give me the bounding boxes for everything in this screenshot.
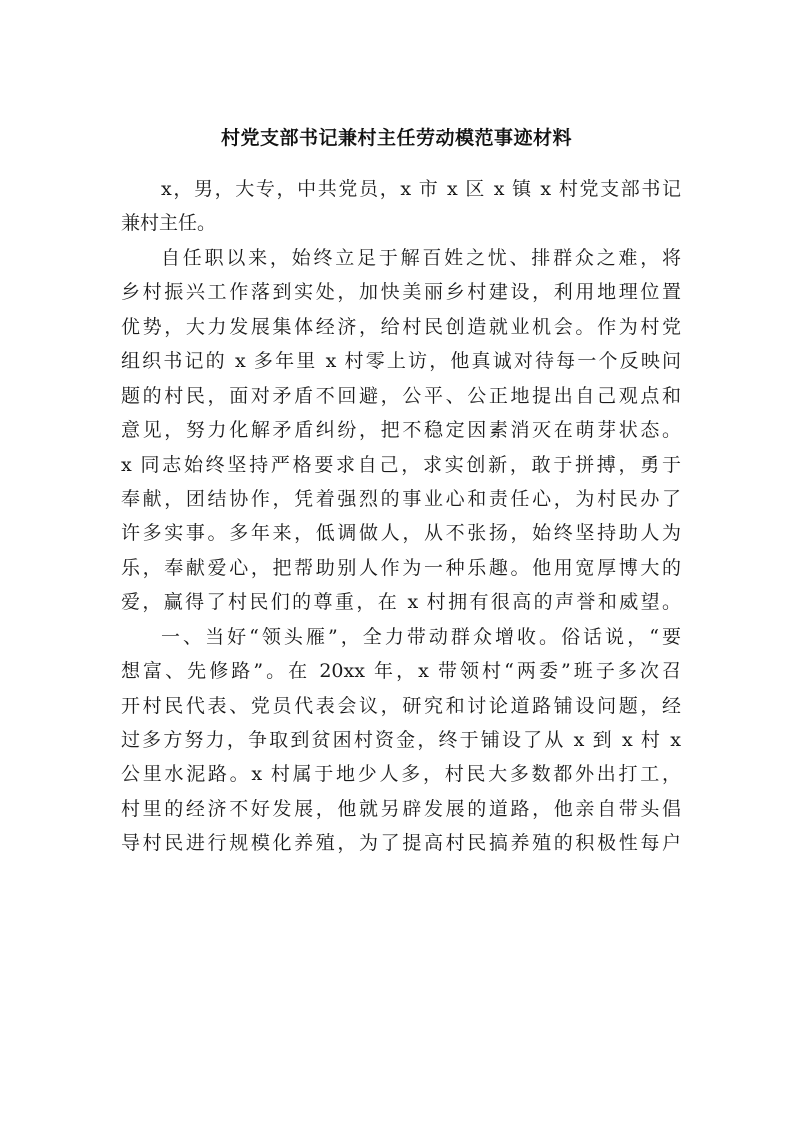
text-line: 乐，奉献爱心，把帮助别人作为一种乐趣。他用宽厚博大的 [121,556,681,579]
text-line: 一、当好“领头雁”，全力带动群众增收。俗话说，“要 [161,625,681,648]
text-line: 过多方努力，争取到贫困村资金，终于铺设了从 x 到 x 村 x [121,729,681,751]
text-line: 导村民进行规模化养殖，为了提高村民搞养殖的积极性每户 [121,832,681,855]
text-line: 优势，大力发展集体经济，给村民创造就业机会。作为村党 [121,315,681,338]
text-line: 题的村民，面对矛盾不回避，公平、公正地提出自己观点和 [121,384,681,407]
text-line: 自任职以来，始终立足于解百姓之忧、排群众之难，将 [161,246,681,269]
text-line: 奉献，团结协作，凭着强烈的事业心和责任心，为村民办了 [121,487,681,510]
text-line: 意见，努力化解矛盾纠纷，把不稳定因素消灭在萌芽状态。 [121,419,681,442]
text-line: 兼村主任。 [121,212,217,235]
text-line: 想富、先修路”。在 20xx 年，x 带领村“两委”班子多次召 [121,660,681,683]
text-line: x 同志始终坚持严格要求自己，求实创新，敢于拼搏，勇于 [121,453,681,476]
text-line: 许多实事。多年来，低调做人，从不张扬，始终坚持助人为 [121,522,681,545]
text-line: x，男，大专，中共党员，x 市 x 区 x 镇 x 村党支部书记 [161,178,681,200]
text-line: 乡村振兴工作落到实处，加快美丽乡村建设，利用地理位置 [121,281,681,304]
text-line: 公里水泥路。x 村属于地少人多，村民大多数都外出打工， [121,763,681,786]
text-line: 爱，赢得了村民们的尊重，在 x 村拥有很高的声誉和威望。 [121,591,681,614]
text-line: 村里的经济不好发展，他就另辟发展的道路，他亲自带头倡 [121,797,681,820]
text-line: 开村民代表、党员代表会议，研究和讨论道路铺设问题，经 [121,694,681,717]
document-body [121,172,681,861]
document-title: 村党支部书记兼村主任劳动模范事迹材料 [220,127,572,149]
text-line: 组织书记的 x 多年里 x 村零上访，他真诚对待每一个反映问 [121,350,681,373]
